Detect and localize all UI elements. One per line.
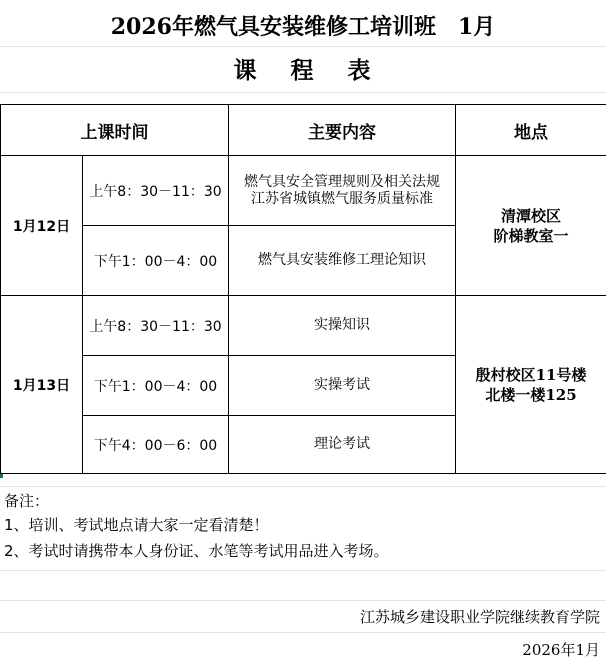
content-line: 实操考试	[314, 377, 370, 393]
table-header-row	[1, 105, 606, 156]
page-subtitle	[0, 52, 606, 90]
content-line: 江苏省城镇燃气服务质量标准	[251, 190, 433, 207]
location-line: 殷村校区11号楼	[475, 365, 587, 384]
date-cell: 1月12日	[1, 156, 83, 296]
location-line: 阶梯教室一	[493, 226, 569, 245]
sheet-gridline	[0, 486, 606, 487]
schedule-table	[0, 104, 606, 474]
header-content: 主要内容	[229, 105, 456, 156]
subtitle-char: 课	[233, 57, 259, 84]
content-cell	[229, 296, 456, 356]
location-cell	[456, 156, 606, 296]
location-cell	[456, 296, 606, 474]
page-title: 2026年燃气具安装维修工培训班 1月	[110, 14, 496, 40]
subtitle-char: 表	[347, 57, 373, 84]
subtitle-char: 程	[290, 57, 316, 84]
location-line: 北楼一楼125	[485, 385, 577, 404]
notes-title: 备注：	[4, 492, 50, 510]
time-cell: 下午4：00－6：00	[83, 416, 229, 474]
sheet-gridline	[0, 600, 606, 601]
sheet-gridline	[0, 46, 606, 47]
content-cell	[229, 156, 456, 226]
note-item: 2、考试时请携带本人身份证、水笔等考试用品进入考场。	[4, 542, 389, 560]
table-row	[1, 156, 606, 226]
content-cell	[229, 356, 456, 416]
footer-organization: 江苏城乡建设职业学院继续教育学院	[359, 608, 600, 626]
time-cell: 下午1：00－4：00	[83, 226, 229, 296]
sheet-gridline	[0, 92, 606, 93]
content-line: 实操知识	[314, 317, 370, 333]
header-location: 地点	[456, 105, 606, 156]
header-time: 上课时间	[1, 105, 229, 156]
time-cell: 下午1：00－4：00	[83, 356, 229, 416]
table-row	[1, 296, 606, 356]
sheet-gridline	[0, 570, 606, 571]
sheet-gridline	[0, 632, 606, 633]
content-cell	[229, 226, 456, 296]
content-line: 理论考试	[314, 436, 370, 452]
date-cell: 1月13日	[1, 296, 83, 474]
time-cell: 上午8：30－11：30	[83, 156, 229, 226]
time-cell: 上午8：30－11：30	[83, 296, 229, 356]
content-line: 燃气具安全管理规则及相关法规	[244, 173, 440, 190]
content-cell	[229, 416, 456, 474]
content-line: 燃气具安装维修工理论知识	[258, 252, 426, 268]
note-item: 1、培训、考试地点请大家一定看清楚！	[4, 516, 269, 534]
cell-marker	[0, 474, 3, 478]
location-line: 清潭校区	[500, 206, 561, 225]
footer-date: 2026年1月	[522, 641, 600, 659]
